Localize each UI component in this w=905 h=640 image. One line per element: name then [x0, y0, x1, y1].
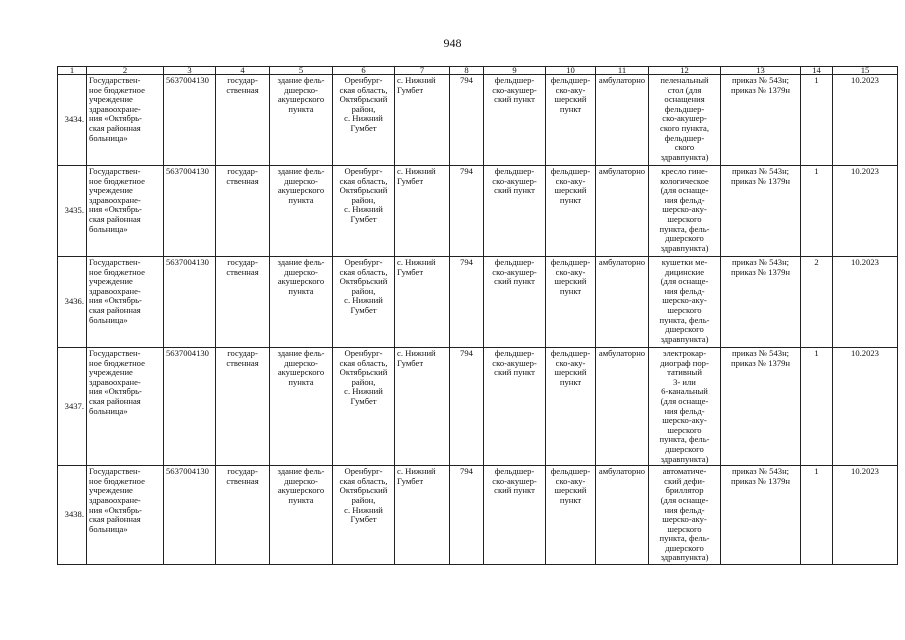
- address: Оренбург- ская область, Октябрьский район, с. Нижний Гумбет: [333, 257, 395, 348]
- table-row: [58, 166, 898, 257]
- column-header: 3: [164, 67, 216, 75]
- care-type: амбулаторно: [596, 257, 649, 348]
- inn: 5637004130: [164, 348, 216, 466]
- row-number: 3435.: [58, 166, 87, 257]
- row-number: 3434.: [58, 75, 87, 166]
- population: 794: [450, 257, 484, 348]
- population: 794: [450, 166, 484, 257]
- date: 10.2023: [833, 75, 898, 166]
- date: 10.2023: [833, 348, 898, 466]
- address: Оренбург- ская область, Октябрьский район, с. Нижний Гумбет: [333, 348, 395, 466]
- row-number: 3438.: [58, 466, 87, 565]
- ownership: государ- ственная: [216, 166, 270, 257]
- organization-name: Государствен- ное бюджетное учреждение здравоохране- ния «Октябрь- ская районная больница»: [87, 75, 164, 166]
- settlement: с. Нижний Гумбет: [395, 466, 450, 565]
- building: здание фель- дшерско- акушерского пункта: [270, 166, 333, 257]
- column-header: 12: [649, 67, 721, 75]
- ownership: государ- ственная: [216, 348, 270, 466]
- building: здание фель- дшерско- акушерского пункта: [270, 257, 333, 348]
- column-header: 13: [721, 67, 801, 75]
- care-type: амбулаторно: [596, 466, 649, 565]
- address: Оренбург- ская область, Октябрьский район, с. Нижний Гумбет: [333, 75, 395, 166]
- care-type: амбулаторно: [596, 166, 649, 257]
- building: здание фель- дшерско- акушерского пункта: [270, 75, 333, 166]
- address: Оренбург- ская область, Октябрьский район, с. Нижний Гумбет: [333, 166, 395, 257]
- column-header: 9: [484, 67, 546, 75]
- population: 794: [450, 348, 484, 466]
- quantity: 1: [801, 466, 833, 565]
- building: здание фель- дшерско- акушерского пункта: [270, 466, 333, 565]
- ownership: государ- ственная: [216, 466, 270, 565]
- address: Оренбург- ская область, Октябрьский район, с. Нижний Гумбет: [333, 466, 395, 565]
- unit: фельдшер- ско-акушер- ский пункт: [484, 166, 546, 257]
- quantity: 2: [801, 257, 833, 348]
- organization-name: Государствен- ное бюджетное учреждение здравоохране- ния «Октябрь- ская районная больница»: [87, 166, 164, 257]
- table-row: [58, 75, 898, 166]
- equipment: автоматиче- ский дефи- бриллятор (для оснаще- ния фельд- шерско-аку- шерского пункта, фель- дшерского здравпункта): [649, 466, 721, 565]
- order: приказ № 543н; приказ № 1379н: [721, 257, 801, 348]
- organization-name: Государствен- ное бюджетное учреждение здравоохране- ния «Октябрь- ская районная больница»: [87, 257, 164, 348]
- ownership: государ- ственная: [216, 75, 270, 166]
- column-header: 6: [333, 67, 395, 75]
- column-header: 7: [395, 67, 450, 75]
- settlement: с. Нижний Гумбет: [395, 257, 450, 348]
- table-row: [58, 257, 898, 348]
- column-header: 2: [87, 67, 164, 75]
- unit-type: фельдшер- ско-аку- шерский пункт: [546, 166, 596, 257]
- equipment: пеленальный стол (для оснащения фельдшер- ско-акушер- ского пункта, фельдшер- ского здравпункта): [649, 75, 721, 166]
- organization-name: Государствен- ное бюджетное учреждение здравоохране- ния «Октябрь- ская районная больница»: [87, 466, 164, 565]
- order: приказ № 543н; приказ № 1379н: [721, 466, 801, 565]
- unit: фельдшер- ско-акушер- ский пункт: [484, 348, 546, 466]
- care-type: амбулаторно: [596, 348, 649, 466]
- page-number: 948: [443, 36, 462, 50]
- column-header: 1: [58, 67, 87, 75]
- unit-type: фельдшер- ско-аку- шерский пункт: [546, 466, 596, 565]
- date: 10.2023: [833, 466, 898, 565]
- unit: фельдшер- ско-акушер- ский пункт: [484, 257, 546, 348]
- column-header: 8: [450, 67, 484, 75]
- inn: 5637004130: [164, 466, 216, 565]
- population: 794: [450, 466, 484, 565]
- unit-type: фельдшер- ско-аку- шерский пункт: [546, 257, 596, 348]
- unit-type: фельдшер- ско-аку- шерский пункт: [546, 75, 596, 166]
- settlement: с. Нижний Гумбет: [395, 348, 450, 466]
- inn: 5637004130: [164, 257, 216, 348]
- order: приказ № 543н; приказ № 1379н: [721, 75, 801, 166]
- column-header: 14: [801, 67, 833, 75]
- order: приказ № 543н; приказ № 1379н: [721, 166, 801, 257]
- unit: фельдшер- ско-акушер- ский пункт: [484, 466, 546, 565]
- date: 10.2023: [833, 257, 898, 348]
- settlement: с. Нижний Гумбет: [395, 75, 450, 166]
- equipment-register-table: [57, 66, 898, 565]
- column-header: 5: [270, 67, 333, 75]
- inn: 5637004130: [164, 166, 216, 257]
- quantity: 1: [801, 75, 833, 166]
- unit: фельдшер- ско-акушер- ский пункт: [484, 75, 546, 166]
- order: приказ № 543н; приказ № 1379н: [721, 348, 801, 466]
- column-number-row: [58, 67, 898, 75]
- table-row: [58, 466, 898, 565]
- column-header: 4: [216, 67, 270, 75]
- row-number: 3436.: [58, 257, 87, 348]
- column-header: 11: [596, 67, 649, 75]
- table-row: [58, 348, 898, 466]
- column-header: 10: [546, 67, 596, 75]
- date: 10.2023: [833, 166, 898, 257]
- column-header: 15: [833, 67, 898, 75]
- row-number: 3437.: [58, 348, 87, 466]
- equipment: кушетки ме- дицинские (для оснаще- ния фельд- шерско-аку- шерского пункта, фель- дшерского здравпункта): [649, 257, 721, 348]
- quantity: 1: [801, 348, 833, 466]
- population: 794: [450, 75, 484, 166]
- unit-type: фельдшер- ско-аку- шерский пункт: [546, 348, 596, 466]
- ownership: государ- ственная: [216, 257, 270, 348]
- inn: 5637004130: [164, 75, 216, 166]
- equipment: кресло гине- кологическое (для оснаще- ния фельд- шерско-аку- шерского пункта, фель- дшерского здравпункта): [649, 166, 721, 257]
- building: здание фель- дшерско- акушерского пункта: [270, 348, 333, 466]
- organization-name: Государствен- ное бюджетное учреждение здравоохране- ния «Октябрь- ская районная больница»: [87, 348, 164, 466]
- care-type: амбулаторно: [596, 75, 649, 166]
- quantity: 1: [801, 166, 833, 257]
- settlement: с. Нижний Гумбет: [395, 166, 450, 257]
- equipment: электрокар- диограф пор- тативный 3- или 6-канальный (для оснаще- ния фельд- шерско-аку- шерского пункта, фель- дшерского здравпункта): [649, 348, 721, 466]
